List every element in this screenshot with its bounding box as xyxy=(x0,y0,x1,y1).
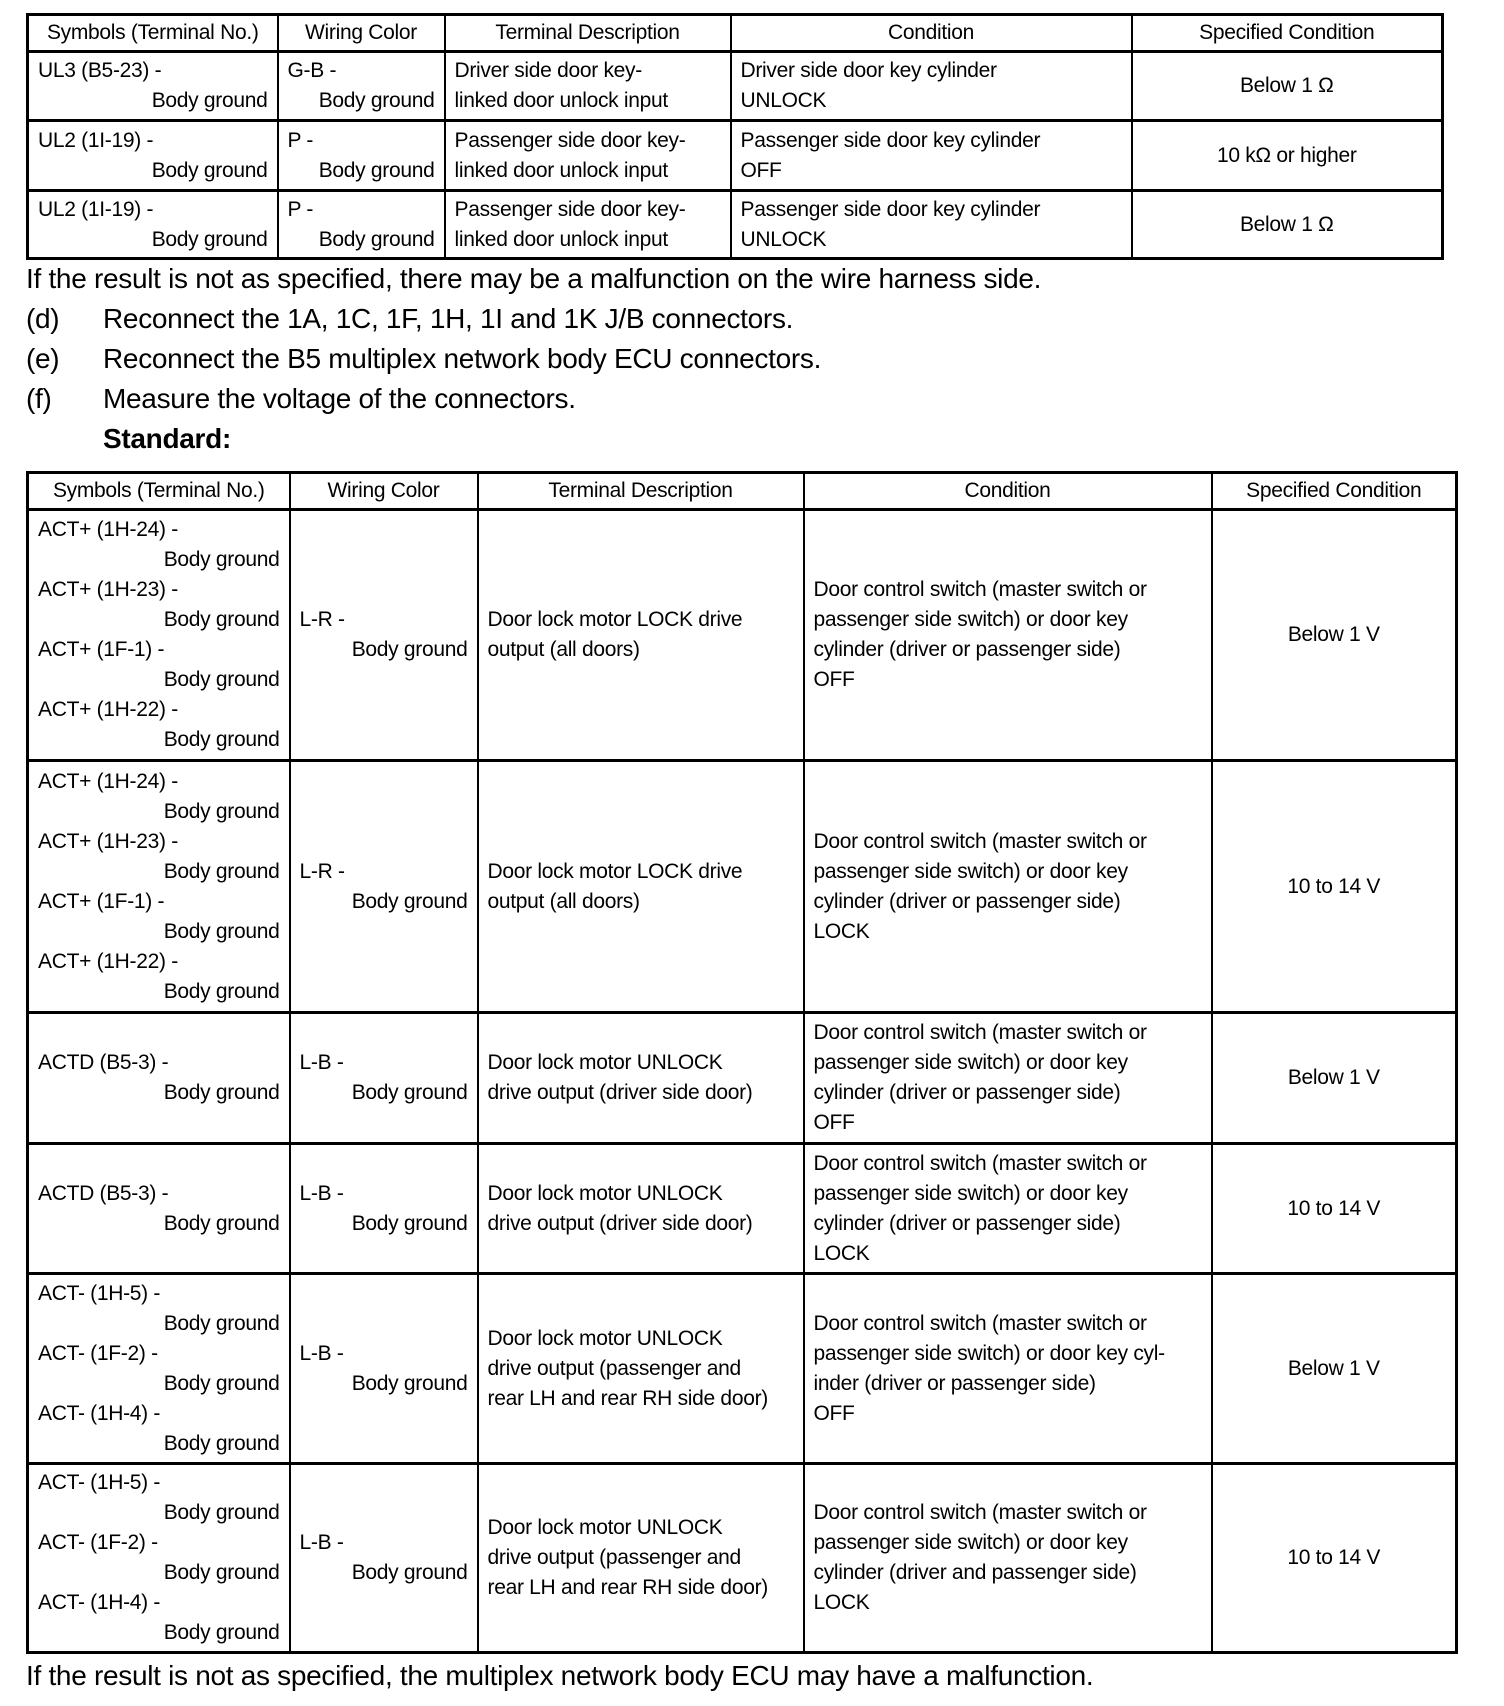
description-line: Door lock motor UNLOCK xyxy=(487,1326,723,1350)
terminal-ground: Body ground xyxy=(163,979,280,1003)
condition-line: passenger side switch) or door key xyxy=(813,1531,1128,1554)
condition-cell xyxy=(804,1013,1212,1144)
terminal-symbol: ACTD (B5-3) - xyxy=(38,1051,169,1074)
terminal-symbol: UL3 (B5-23) - xyxy=(38,59,162,82)
terminal-symbol: ACT- (1F-2) - xyxy=(38,1341,158,1365)
terminal-symbol: ACT+ (1H-22) - xyxy=(38,949,178,973)
table-row xyxy=(28,121,1443,191)
terminal-ground: Body ground xyxy=(163,1311,280,1335)
condition-cell xyxy=(731,191,1132,259)
step-text: Reconnect the B5 multiplex network body ECU connectors. xyxy=(103,343,822,374)
description-cell xyxy=(445,191,731,259)
condition-cell xyxy=(804,510,1212,761)
column-header: Condition xyxy=(804,473,1212,510)
wire-ground: Body ground xyxy=(318,158,435,182)
table-row xyxy=(28,1274,1457,1464)
condition-line: Passenger side door key cylinder xyxy=(740,197,1041,221)
terminal-symbol: ACT+ (1H-24) - xyxy=(38,518,178,541)
wiring-color-cell xyxy=(278,121,445,191)
step-e xyxy=(26,343,821,375)
description-line: Passenger side door key- xyxy=(454,197,686,221)
description-line: drive output (passenger and xyxy=(487,1356,741,1380)
table-row xyxy=(28,52,1443,121)
symbols-cell xyxy=(28,761,290,1013)
terminal-ground: Body ground xyxy=(163,1431,280,1455)
description-line: linked door unlock input xyxy=(454,89,668,112)
description-line: output (all doors) xyxy=(487,889,640,913)
description-line: Door lock motor LOCK drive xyxy=(487,859,743,883)
column-header: Symbols (Terminal No.) xyxy=(28,15,278,52)
condition-line: passenger side switch) or door key xyxy=(813,1051,1128,1074)
terminal-ground: Body ground xyxy=(163,799,280,823)
column-header: Specified Condition xyxy=(1212,473,1457,510)
condition-line: Door control switch (master switch or xyxy=(813,1021,1147,1044)
terminal-ground: Body ground xyxy=(151,227,268,251)
wire-color: P - xyxy=(287,128,314,152)
terminal-symbol: ACTD (B5-3) - xyxy=(38,1181,169,1205)
condition-line: cylinder (driver or passenger side) xyxy=(813,889,1121,913)
specified-condition: 10 to 14 V xyxy=(1212,761,1457,1013)
terminal-ground: Body ground xyxy=(163,1211,280,1235)
header-row xyxy=(28,473,1457,510)
header-row xyxy=(28,15,1443,52)
terminal-ground: Body ground xyxy=(163,548,280,571)
column-header: Condition xyxy=(731,15,1132,52)
condition-line: cylinder (driver or passenger side) xyxy=(813,1211,1121,1235)
terminal-ground: Body ground xyxy=(151,89,268,112)
note-ecu-malfunction: If the result is not as specified, the multiplex network body ECU may have a malfunction. xyxy=(26,1660,1094,1691)
symbols-cell xyxy=(28,1464,290,1653)
condition-cell xyxy=(804,1464,1212,1653)
description-cell xyxy=(478,1274,804,1464)
wire-ground: Body ground xyxy=(351,1561,468,1584)
column-header: Symbols (Terminal No.) xyxy=(28,473,290,510)
description-cell xyxy=(478,510,804,761)
wire-color: L-B - xyxy=(299,1341,344,1365)
voltage-table xyxy=(26,471,1458,1654)
description-line: drive output (passenger and xyxy=(487,1546,741,1569)
condition-line: OFF xyxy=(813,1401,855,1425)
wiring-color-cell xyxy=(290,761,478,1013)
description-line: Door lock motor UNLOCK xyxy=(487,1516,723,1539)
condition-line: passenger side switch) or door key cyl- xyxy=(813,1341,1165,1365)
description-line: rear LH and rear RH side door) xyxy=(487,1386,768,1410)
specified-condition: Below 1 V xyxy=(1212,510,1457,761)
condition-line: UNLOCK xyxy=(740,89,827,112)
terminal-symbol: ACT+ (1F-1) - xyxy=(38,889,165,913)
condition-line: cylinder (driver or passenger side) xyxy=(813,1081,1121,1104)
wire-color: L-R - xyxy=(299,608,345,631)
condition-cell xyxy=(804,1274,1212,1464)
note-wire-harness: If the result is not as specified, there may be a malfunction on the wire harness side. xyxy=(26,263,1042,294)
terminal-ground: Body ground xyxy=(163,1081,280,1104)
step-text: Reconnect the 1A, 1C, 1F, 1H, 1I and 1K J/B connectors. xyxy=(103,303,794,334)
condition-line: passenger side switch) or door key xyxy=(813,859,1128,883)
wire-ground: Body ground xyxy=(318,89,435,112)
symbols-cell xyxy=(28,1013,290,1144)
wire-color: G-B - xyxy=(287,59,337,82)
description-cell xyxy=(478,1464,804,1653)
table-body xyxy=(28,510,1457,1653)
condition-line: OFF xyxy=(813,668,855,691)
condition-line: Door control switch (master switch or xyxy=(813,1151,1147,1175)
symbols-cell xyxy=(28,121,278,191)
condition-cell xyxy=(731,52,1132,121)
terminal-symbol: ACT+ (1F-1) - xyxy=(38,638,165,661)
description-line: linked door unlock input xyxy=(454,227,668,251)
description-line: Passenger side door key- xyxy=(454,128,686,152)
description-cell xyxy=(478,761,804,1013)
table-row xyxy=(28,191,1443,259)
condition-cell xyxy=(731,121,1132,191)
terminal-symbol: UL2 (1I-19) - xyxy=(38,197,154,221)
specified-condition: 10 kΩ or higher xyxy=(1132,121,1443,191)
step-f xyxy=(26,383,576,415)
table-body xyxy=(28,52,1443,259)
condition-line: LOCK xyxy=(813,1591,870,1614)
wire-color: L-B - xyxy=(299,1181,344,1205)
condition-line: Door control switch (master switch or xyxy=(813,1311,1147,1335)
condition-line: LOCK xyxy=(813,1241,870,1265)
description-line: Door lock motor LOCK drive xyxy=(487,608,743,631)
terminal-symbol: ACT- (1H-5) - xyxy=(38,1471,161,1494)
condition-line: OFF xyxy=(813,1111,855,1134)
condition-line: Driver side door key cylinder xyxy=(740,59,997,82)
resistance-table xyxy=(26,13,1444,260)
wire-color: L-B - xyxy=(299,1531,344,1554)
table-row xyxy=(28,510,1457,761)
specified-condition: 10 to 14 V xyxy=(1212,1464,1457,1653)
wiring-color-cell xyxy=(290,1013,478,1144)
terminal-symbol: ACT+ (1H-23) - xyxy=(38,829,178,853)
description-cell xyxy=(478,1144,804,1274)
condition-cell xyxy=(804,761,1212,1013)
symbols-cell xyxy=(28,510,290,761)
condition-line: passenger side switch) or door key xyxy=(813,608,1128,631)
table-row xyxy=(28,1013,1457,1144)
terminal-symbol: UL2 (1I-19) - xyxy=(38,128,154,152)
condition-line: Passenger side door key cylinder xyxy=(740,128,1041,152)
wire-ground: Body ground xyxy=(351,1371,468,1395)
terminal-symbol: ACT- (1F-2) - xyxy=(38,1531,158,1554)
wiring-color-cell xyxy=(290,1274,478,1464)
description-line: drive output (driver side door) xyxy=(487,1081,753,1104)
description-line: Door lock motor UNLOCK xyxy=(487,1051,723,1074)
description-line: rear LH and rear RH side door) xyxy=(487,1576,768,1599)
wiring-color-cell xyxy=(278,191,445,259)
description-cell xyxy=(478,1013,804,1144)
terminal-ground: Body ground xyxy=(163,859,280,883)
terminal-ground: Body ground xyxy=(151,158,268,182)
terminal-symbol: ACT+ (1H-24) - xyxy=(38,769,178,793)
specified-condition: Below 1 V xyxy=(1212,1274,1457,1464)
terminal-symbol: ACT+ (1H-23) - xyxy=(38,578,178,601)
wiring-color-cell xyxy=(290,510,478,761)
condition-line: Door control switch (master switch or xyxy=(813,829,1147,853)
step-label: (f) xyxy=(26,383,52,414)
condition-line: UNLOCK xyxy=(740,227,827,251)
column-header: Wiring Color xyxy=(278,15,445,52)
wire-ground: Body ground xyxy=(351,1081,468,1104)
description-line: Driver side door key- xyxy=(454,59,642,82)
table-row xyxy=(28,1144,1457,1274)
condition-cell xyxy=(804,1144,1212,1274)
step-label: (d) xyxy=(26,303,60,334)
wiring-color-cell xyxy=(278,52,445,121)
description-cell xyxy=(445,52,731,121)
condition-line: passenger side switch) or door key xyxy=(813,1181,1128,1205)
specified-condition: Below 1 Ω xyxy=(1132,191,1443,259)
wire-color: L-R - xyxy=(299,859,345,883)
terminal-ground: Body ground xyxy=(163,1561,280,1584)
condition-line: LOCK xyxy=(813,919,870,943)
column-header: Terminal Description xyxy=(445,15,731,52)
symbols-cell xyxy=(28,1274,290,1464)
terminal-ground: Body ground xyxy=(163,1621,280,1644)
wire-ground: Body ground xyxy=(351,1211,468,1235)
specified-condition: Below 1 V xyxy=(1212,1013,1457,1144)
terminal-ground: Body ground xyxy=(163,608,280,631)
step-d xyxy=(26,303,793,335)
step-text: Measure the voltage of the connectors. xyxy=(103,383,576,414)
symbols-cell xyxy=(28,191,278,259)
wire-ground: Body ground xyxy=(318,227,435,251)
step-label: (e) xyxy=(26,343,60,374)
description-line: output (all doors) xyxy=(487,638,640,661)
wire-color: P - xyxy=(287,197,314,221)
wiring-color-cell xyxy=(290,1144,478,1274)
condition-line: OFF xyxy=(740,158,782,182)
description-cell xyxy=(445,121,731,191)
terminal-ground: Body ground xyxy=(163,728,280,751)
column-header: Specified Condition xyxy=(1132,15,1443,52)
specified-condition: 10 to 14 V xyxy=(1212,1144,1457,1274)
terminal-ground: Body ground xyxy=(163,1371,280,1395)
condition-line: inder (driver or passenger side) xyxy=(813,1371,1096,1395)
description-line: linked door unlock input xyxy=(454,158,668,182)
description-line: Door lock motor UNLOCK xyxy=(487,1181,723,1205)
condition-line: Door control switch (master switch or xyxy=(813,1501,1147,1524)
description-line: drive output (driver side door) xyxy=(487,1211,753,1235)
wire-color: L-B - xyxy=(299,1051,344,1074)
column-header: Terminal Description xyxy=(478,473,804,510)
condition-line: cylinder (driver and passenger side) xyxy=(813,1561,1137,1584)
terminal-ground: Body ground xyxy=(163,668,280,691)
table-row xyxy=(28,761,1457,1013)
wire-ground: Body ground xyxy=(351,889,468,913)
terminal-symbol: ACT+ (1H-22) - xyxy=(38,698,178,721)
specified-condition: Below 1 Ω xyxy=(1132,52,1443,121)
table-row xyxy=(28,1464,1457,1653)
wiring-color-cell xyxy=(290,1464,478,1653)
standard-heading: Standard: xyxy=(103,423,231,454)
condition-line: Door control switch (master switch or xyxy=(813,578,1147,601)
terminal-symbol: ACT- (1H-4) - xyxy=(38,1401,161,1425)
column-header: Wiring Color xyxy=(290,473,478,510)
terminal-symbol: ACT- (1H-4) - xyxy=(38,1591,161,1614)
symbols-cell xyxy=(28,1144,290,1274)
wire-ground: Body ground xyxy=(351,638,468,661)
symbols-cell xyxy=(28,52,278,121)
terminal-ground: Body ground xyxy=(163,1501,280,1524)
terminal-ground: Body ground xyxy=(163,919,280,943)
terminal-symbol: ACT- (1H-5) - xyxy=(38,1281,161,1305)
condition-line: cylinder (driver or passenger side) xyxy=(813,638,1121,661)
